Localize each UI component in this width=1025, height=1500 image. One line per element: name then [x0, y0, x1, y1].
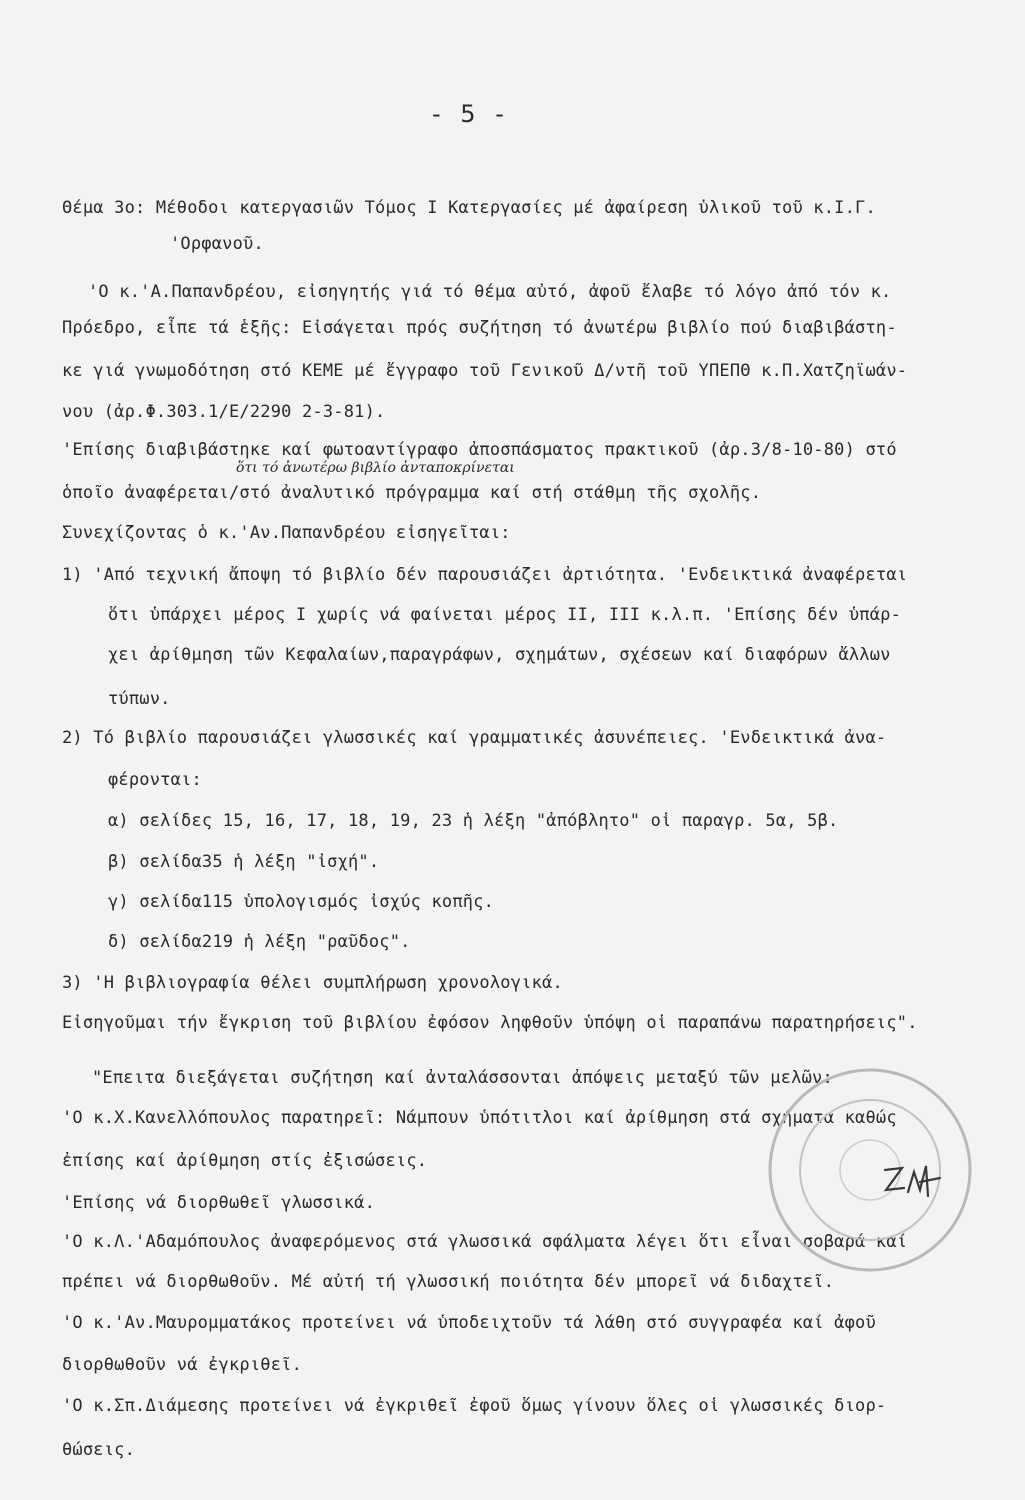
- text-line: γ) σελίδα115 ὑπολογισμός ἰσχύς κοπῆς.: [108, 892, 495, 912]
- text-line: ὅτι ὑπάρχει μέρος Ι χωρίς νά φαίνεται μέρος ΙΙ, ΙΙΙ κ.λ.π. 'Επίσης δέν ὑπάρ-: [108, 605, 902, 625]
- text-line: Συνεχίζοντας ὁ κ.'Αν.Παπανδρέου εἰσηγεῖται:: [62, 523, 511, 543]
- text-line: 'Ο κ.'Αν.Μαυρομματάκος προτείνει νά ὑποδειχτοῦν τά λάθη στό συγγραφέα καί ἀφοῦ: [62, 1313, 876, 1333]
- text-line: "Επειτα διεξάγεται συζήτηση καί ἀνταλάσσονται ἀπόψεις μεταξύ τῶν μελῶν:: [92, 1068, 833, 1088]
- text-line: 1) 'Από τεχνική ἄποψη τό βιβλίο δέν παρουσιάζει ἀρτιότητα. 'Ενδεικτικά ἀναφέρεται: [62, 565, 908, 585]
- text-line: 3) 'Η βιβλιογραφία θέλει συμπλήρωση χρονολογικά.: [62, 973, 563, 993]
- handwritten-insert: ὅτι τό ἀνωτέρω βιβλίο ἀνταποκρίνεται: [236, 460, 515, 476]
- text-line: 'Ο κ.Λ.'Αδαμόπουλος ἀναφερόμενος στά γλωσσικά σφάλματα λέγει ὅτι εἶναι σοβαρά καί: [62, 1232, 908, 1252]
- text-line: νου (ἀρ.Φ.303.1/Ε/2290 2-3-81).: [62, 402, 386, 422]
- text-line: Πρόεδρο, εἶπε τά ἑξῆς: Εἰσάγεται πρός συζήτηση τό ἀνωτέρω βιβλίο πού διαβιβάστη-: [62, 318, 897, 338]
- text-line: 'Ο κ.Χ.Κανελλόπουλος παρατηρεῖ: Νάμπουν ὑπότιτλοι καί ἀρίθμηση στά σχήματα καθώς: [62, 1108, 897, 1128]
- text-line: κε γιά γνωμοδότηση στό ΚΕΜΕ μέ ἔγγραφο τοῦ Γενικοῦ Δ/ντῆ τοῦ ΥΠΕΠΘ κ.Π.Χατζηϊωάν-: [62, 361, 908, 381]
- text-line: δ) σελίδα219 ἡ λέξη "ραῦδος".: [108, 932, 411, 952]
- text-line: 'Ορφανοῦ.: [170, 234, 264, 254]
- text-line: 'Επίσης νά διορθωθεῖ γλωσσικά.: [62, 1193, 376, 1213]
- text-line: χει ἀρίθμηση τῶν Κεφαλαίων,παραγράφων, σχημάτων, σχέσεων καί διαφόρων ἄλλων: [108, 645, 891, 665]
- handwritten-signature: [880, 1160, 950, 1205]
- page-number: - 5 -: [432, 100, 510, 128]
- text-line: 2) Τό βιβλίο παρουσιάζει γλωσσικές καί γραμματικές ἀσυνέπειες. 'Ενδεικτικά ἀνα-: [62, 728, 887, 748]
- text-line: ἐπίσης καί ἀρίθμηση στίς ἐξισώσεις.: [62, 1151, 428, 1171]
- text-line: Εἰσηγοῦμαι τήν ἔγκριση τοῦ βιβλίου ἐφόσον ληφθοῦν ὑπόψη οἱ παραπάνω παρατηρήσεις".: [62, 1013, 918, 1033]
- text-line: 'Ο κ.'Α.Παπανδρέου, εἰσηγητής γιά τό θέμα αὐτό, ἀφοῦ ἔλαβε τό λόγο ἀπό τόν κ.: [88, 282, 892, 302]
- text-line: 'Ο κ.Σπ.Διάμεσης προτείνει νά ἐγκριθεῖ ἐφοῦ ὅμως γίνουν ὅλες οἱ γλωσσικές διορ-: [62, 1396, 887, 1416]
- text-line: διορθωθοῦν νά ἐγκριθεῖ.: [62, 1355, 303, 1375]
- text-line: Θέμα 3ο: Μέθοδοι κατεργασιῶν Τόμος Ι Κατεργασίες μέ ἀφαίρεση ὑλικοῦ τοῦ κ.Ι.Γ.: [62, 198, 876, 218]
- text-line: β) σελίδα35 ἡ λέξη "ἰσχή".: [108, 852, 380, 872]
- text-line: πρέπει νά διορθωθοῦν. Μέ αὐτή τή γλωσσική ποιότητα δέν μπορεῖ νά διδαχτεῖ.: [62, 1272, 835, 1292]
- text-line: τύπων.: [108, 689, 171, 709]
- text-line: θώσεις.: [62, 1440, 136, 1460]
- text-line: ὁποῖο ἀναφέρεται/στό ἀναλυτικό πρόγραμμα καί στή στάθμη τῆς σχολῆς.: [62, 483, 762, 503]
- text-line: φέρονται:: [108, 770, 202, 790]
- text-line: 'Επίσης διαβιβάστηκε καί φωτοαντίγραφο ἀποσπάσματος πρακτικοῦ (ἀρ.3/8-10-80) στό: [62, 440, 897, 460]
- text-line: α) σελίδες 15, 16, 17, 18, 19, 23 ἡ λέξη "ἀπόβλητο" οἱ παραγρ. 5α, 5β.: [108, 811, 839, 831]
